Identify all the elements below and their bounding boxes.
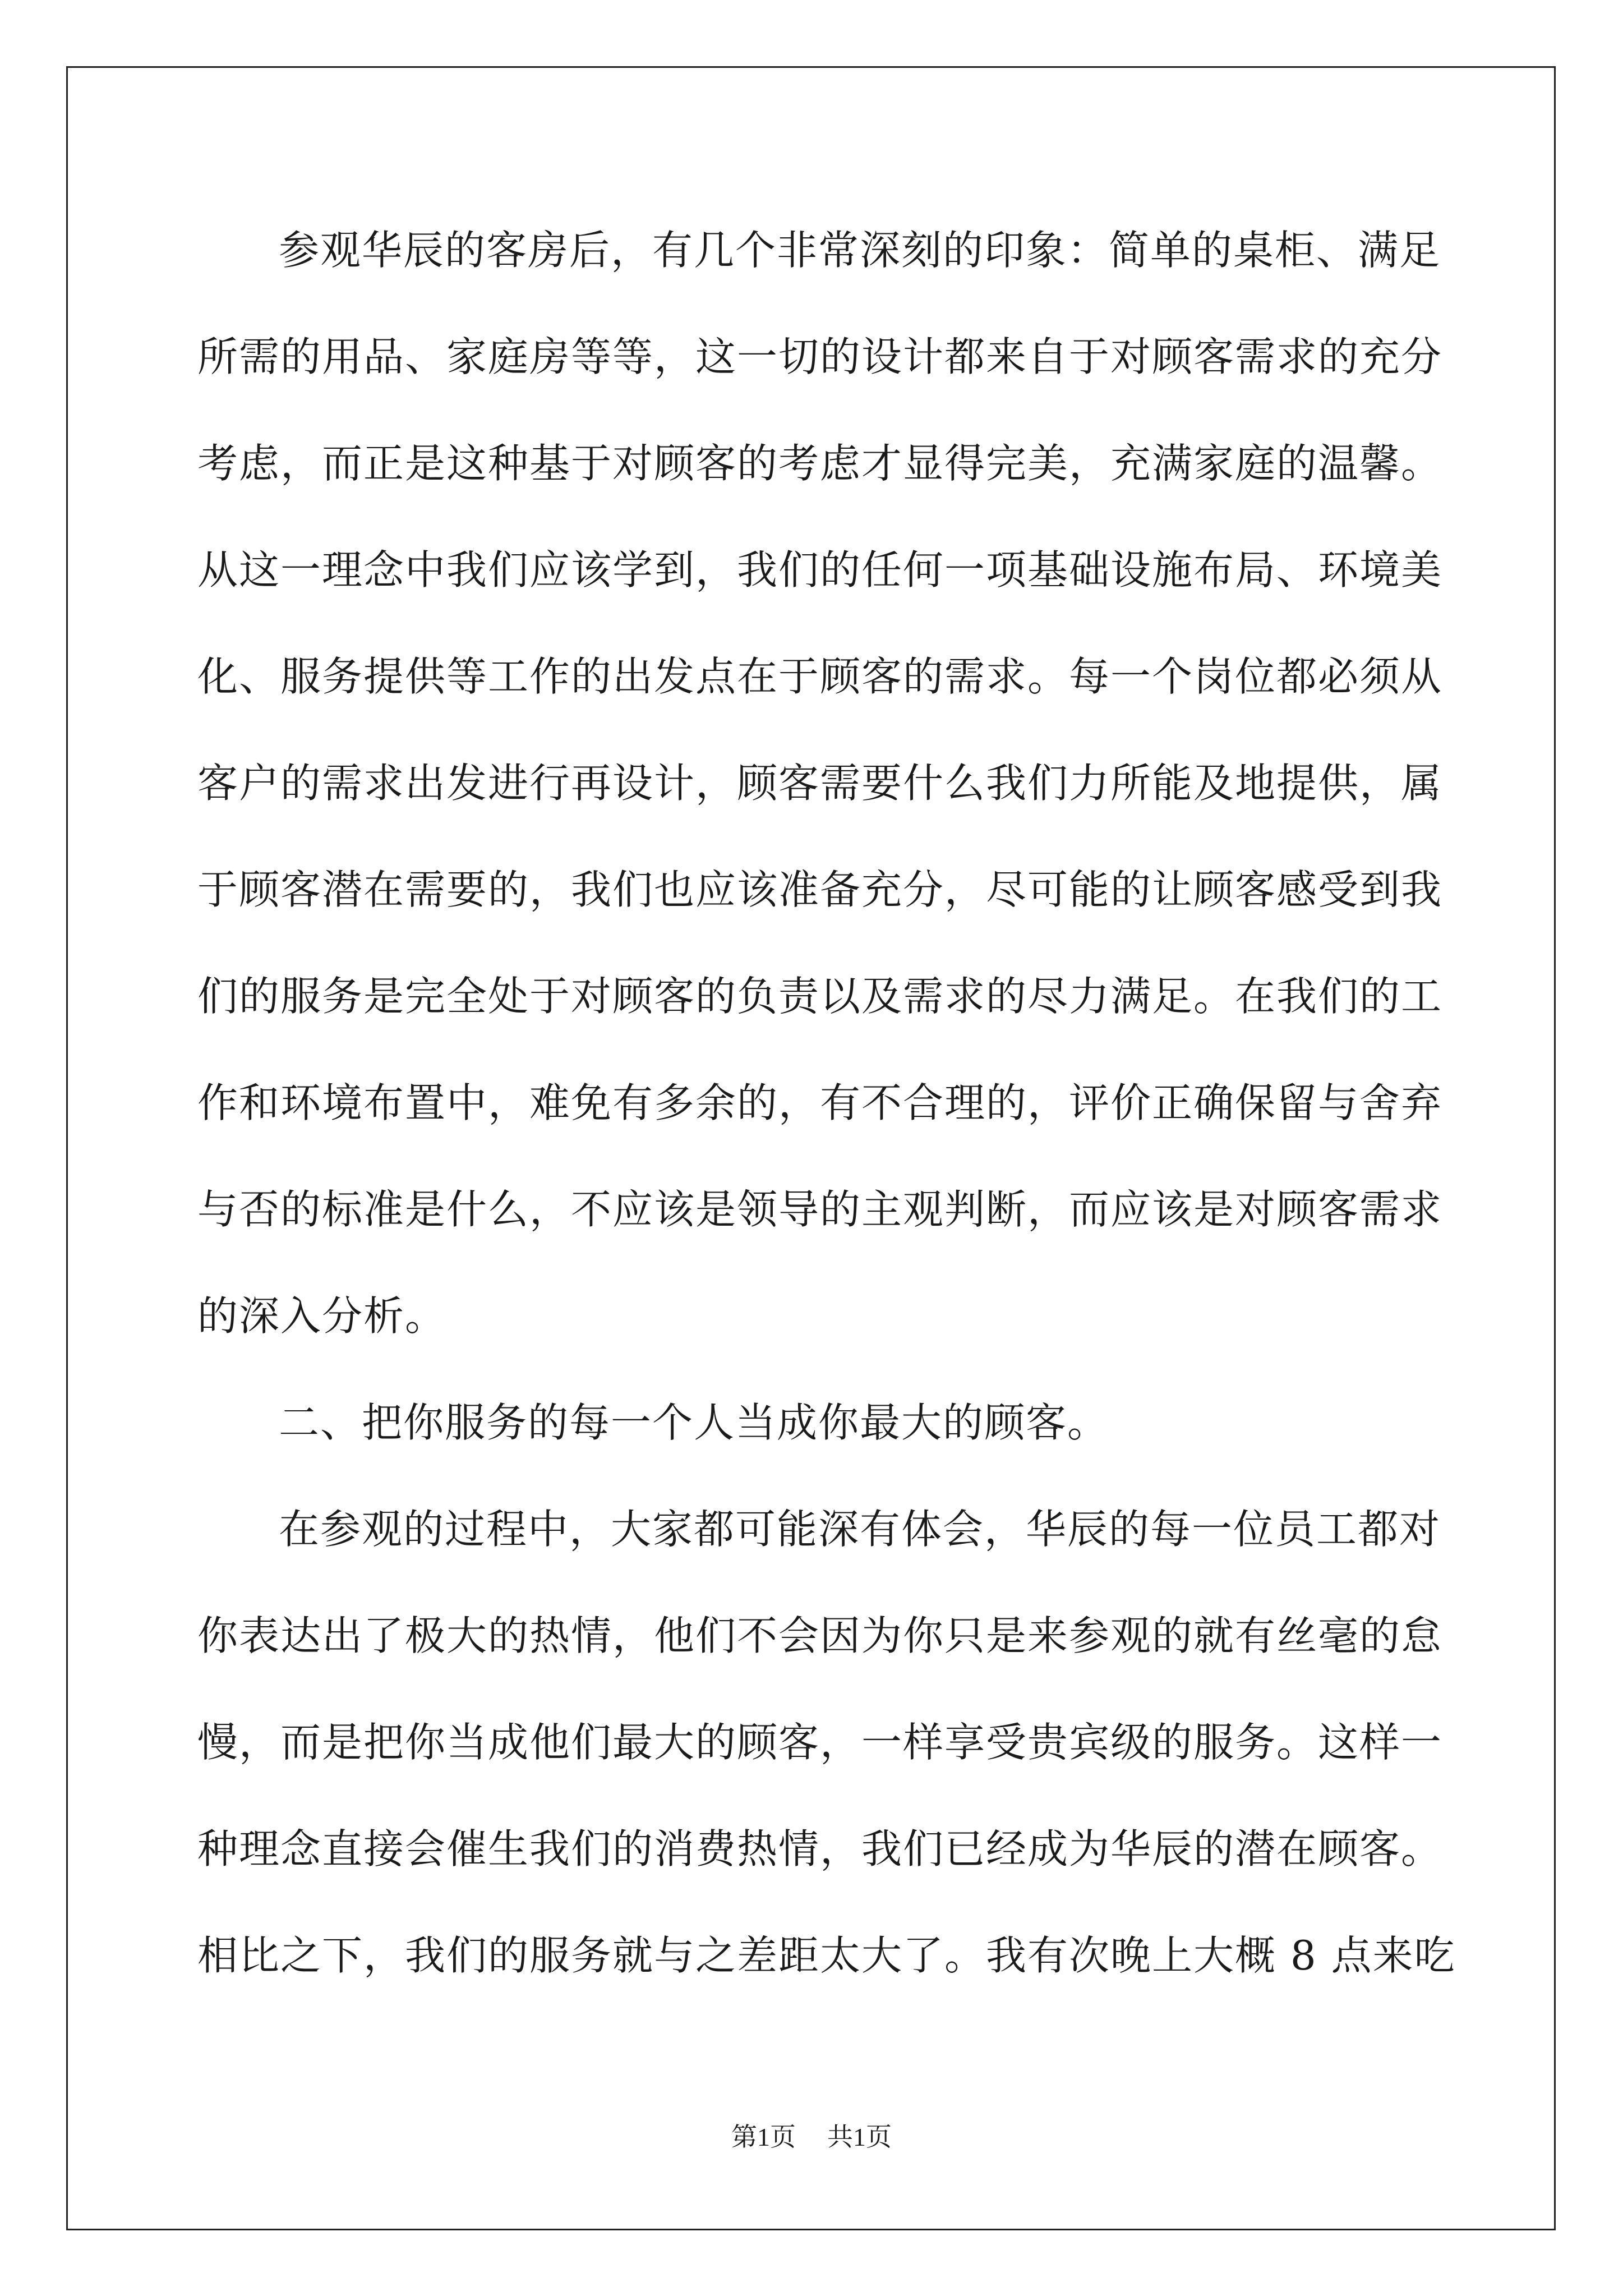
paragraph-line: 作和环境布置中，难免有多余的，有不合理的，评价正确保留与舍弃 — [197, 1079, 1443, 1126]
paragraph-line: 们的服务是完全处于对顾客的负责以及需求的尽力满足。在我们的工 — [197, 973, 1443, 1020]
paragraph-line: 从这一理念中我们应该学到，我们的任何一项基础设施布局、环境美 — [197, 546, 1443, 593]
paragraph-line: 客户的需求出发进行再设计，顾客需要什么我们力所能及地提供，属 — [197, 760, 1443, 807]
paragraph-line: 考虑，而正是这种基于对顾客的考虑才显得完美，充满家庭的温馨。 — [197, 440, 1443, 487]
paragraph-line: 与否的标准是什么，不应该是领导的主观判断，而应该是对顾客需求 — [197, 1186, 1443, 1233]
paragraph-line: 慢，而是把你当成他们最大的顾客，一样享受贵宾级的服务。这样一 — [197, 1719, 1443, 1766]
page-border — [66, 66, 1556, 2230]
paragraph-line: 相比之下，我们的服务就与之差距太大了。我有次晚上大概 8 点来吃 — [197, 1932, 1456, 1979]
paragraph-line: 参观华辰的客房后，有几个非常深刻的印象：简单的桌柜、满足 — [279, 227, 1441, 274]
paragraph-line: 你表达出了极大的热情，他们不会因为你只是来参观的就有丝毫的怠 — [197, 1612, 1443, 1659]
page-total: 共1页 — [827, 2123, 892, 2151]
paragraph-line: 的深入分析。 — [197, 1292, 447, 1340]
paragraph-line: 化、服务提供等工作的出发点在于顾客的需求。每一个岗位都必须从 — [197, 653, 1443, 700]
paragraph-line: 种理念直接会催生我们的消费热情，我们已经成为华辰的潜在顾客。 — [197, 1825, 1443, 1872]
section-heading: 二、把你服务的每一个人当成你最大的顾客。 — [279, 1399, 1109, 1446]
page-number: 第1页 — [731, 2123, 796, 2151]
paragraph-line: 所需的用品、家庭房等等，这一切的设计都来自于对顾客需求的充分 — [197, 333, 1443, 380]
paragraph-line: 在参观的过程中，大家都可能深有体会，华辰的每一位员工都对 — [279, 1506, 1441, 1553]
paragraph-line: 于顾客潜在需要的，我们也应该准备充分，尽可能的让顾客感受到我 — [197, 866, 1443, 913]
page-footer — [0, 2120, 1623, 2154]
